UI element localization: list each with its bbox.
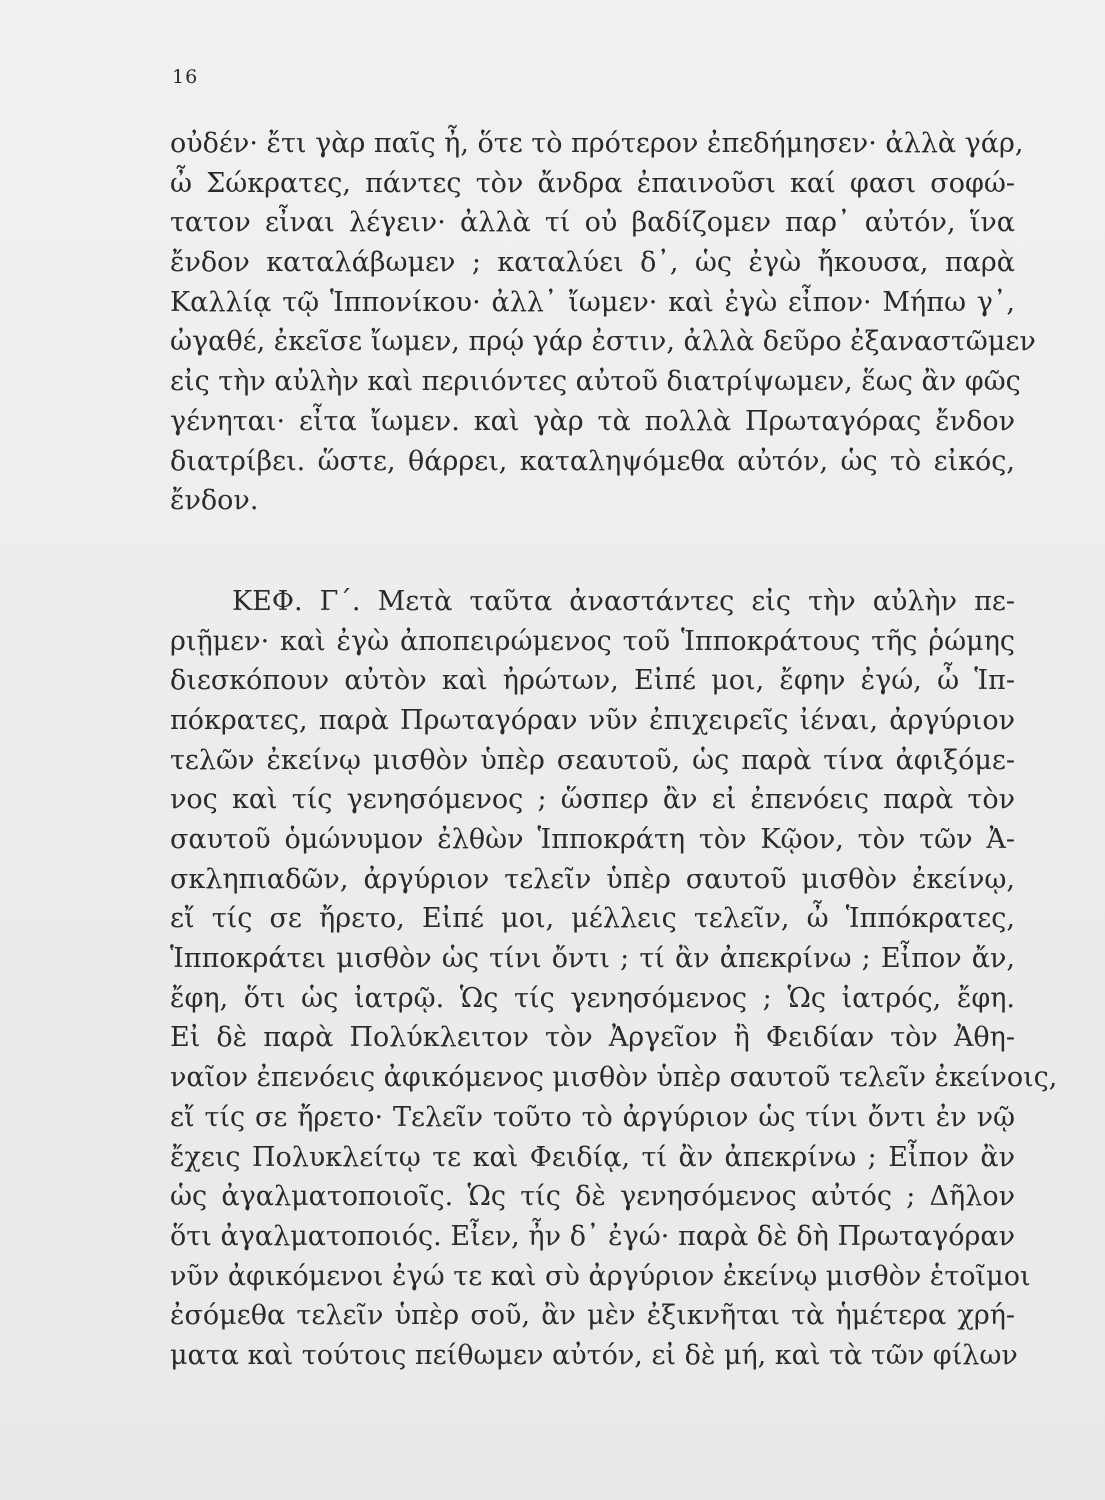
text-line: τατον εἶναι λέγειν· ἀλλὰ τί οὐ βαδίζομεν παρ᾽ αὐτόν, ἵνα — [170, 207, 1015, 239]
text-line: ὠγαθέ, ἐκεῖσε ἴωμεν, πρῴ γάρ ἐστιν, ἀλλὰ δεῦρο ἐξαναστῶμεν — [170, 326, 1036, 358]
text-line: εἴ τίς σε ἤρετο, Εἰπέ μοι, μέλλεις τελεῖν, ὦ Ἱππόκρατες, — [170, 903, 1015, 935]
text-line: εἰς τὴν αὐλὴν καὶ περιιόντες αὐτοῦ διατρίψωμεν, ἕως ἂν φῶς — [170, 366, 1021, 398]
text-line: ὡς ἀγαλματοποιοῖς. Ὡς τίς δὲ γενησόμενος αὐτός ; Δῆλον — [170, 1181, 1015, 1213]
text-line: σαυτοῦ ὁμώνυμον ἐλθὼν Ἱπποκράτη τὸν Κῷον, τὸν τῶν Ἀ- — [170, 824, 1015, 855]
paragraph — [170, 582, 1058, 1376]
text-line: γένηται· εἶτα ἴωμεν. καὶ γὰρ τὰ πολλὰ Πρωταγόρας ἔνδον — [170, 405, 1015, 437]
text-line: διατρίβει. ὥστε, θάρρει, καταληψόμεθα αὐτόν, ὡς τὸ εἰκός, — [170, 445, 1015, 477]
text-line: ριῇμεν· καὶ ἐγὼ ἀποπειρώμενος τοῦ Ἱπποκράτους τῆς ῥώμης — [170, 625, 1015, 657]
text-line: ἔνδον καταλάβωμεν ; καταλύει δ᾽, ὡς ἐγὼ ἤκουσα, παρὰ — [170, 247, 1015, 279]
text-line: ματα καὶ τούτοις πείθωμεν αὐτόν, εἰ δὲ μή, καὶ τὰ τῶν φίλων — [170, 1339, 1018, 1371]
text-line: οὐδέν· ἔτι γὰρ παῖς ἦ, ὅτε τὸ πρότερον ἐπεδήμησεν· ἀλλὰ γάρ, — [170, 128, 1024, 159]
text-line: Ἱπποκράτει μισθὸν ὡς τίνι ὄντι ; τί ἂν ἀπεκρίνω ; Εἶπον ἄν, — [170, 943, 1015, 975]
text-line: σκληπιαδῶν, ἀργύριον τελεῖν ὑπὲρ σαυτοῦ μισθὸν ἐκείνῳ, — [170, 863, 1015, 895]
text-line: ἔνδον. — [170, 485, 259, 517]
text-line: ὦ Σώκρατες, πάντες τὸν ἄνδρα ἐπαινοῦσι καί φασι σοφώ- — [170, 167, 1015, 199]
chapter-heading-line: ΚΕΦ. Γ΄. Μετὰ ταῦτα ἀναστάντες εἰς τὴν αὐλὴν πε- — [232, 585, 1015, 617]
text-line: Εἰ δὲ παρὰ Πολύκλειτον τὸν Ἀργεῖον ἢ Φειδίαν τὸν Ἀθη- — [170, 1022, 1015, 1054]
text-line: ναῖον ἐπενόεις ἀφικόμενος μισθὸν ὑπὲρ σαυτοῦ τελεῖν ἐκείνοις, — [170, 1062, 1058, 1094]
text-line: διεσκόπουν αὐτὸν καὶ ἠρώτων, Εἰπέ μοι, ἔφην ἐγώ, ὦ Ἱπ- — [170, 665, 1015, 697]
page-number: 16 — [172, 66, 199, 88]
text-line: ὅτι ἀγαλματοποιός. Εἶεν, ἦν δ᾽ ἐγώ· παρὰ δὲ δὴ Πρωταγόραν — [170, 1220, 1015, 1252]
text-block — [170, 124, 1058, 1376]
text-line: τελῶν ἐκείνῳ μισθὸν ὑπὲρ σεαυτοῦ, ὡς παρὰ τίνα ἀφιξόμε- — [170, 744, 1015, 776]
text-line: νῦν ἀφικόμενοι ἐγώ τε καὶ σὺ ἀργύριον ἐκείνῳ μισθὸν ἑτοῖμοι — [170, 1260, 1031, 1292]
text-line: Καλλίᾳ τῷ Ἱππονίκου· ἀλλ᾽ ἴωμεν· καὶ ἐγὼ εἶπον· Μήπω γ᾽, — [170, 286, 1015, 318]
text-line: ἔφη, ὅτι ὡς ἰατρῷ. Ὡς τίς γενησόμενος ; Ὡς ἰατρός, ἔφη. — [170, 982, 1015, 1014]
text-line: ἔχεις Πολυκλείτῳ τε καὶ Φειδίᾳ, τί ἂν ἀπεκρίνω ; Εἶπον ἂν — [170, 1141, 1015, 1173]
text-line: νος καὶ τίς γενησόμενος ; ὥσπερ ἂν εἰ ἐπενόεις παρὰ τὸν — [170, 784, 1015, 816]
paragraph — [170, 124, 1036, 521]
text-line: εἴ τίς σε ἤρετο· Τελεῖν τοῦτο τὸ ἀργύριον ὡς τίνι ὄντι ἐν νῷ — [170, 1101, 1015, 1133]
text-line: ἐσόμεθα τελεῖν ὑπὲρ σοῦ, ἂν μὲν ἐξικνῆται τὰ ἡμέτερα χρή- — [170, 1300, 1015, 1332]
text-line: πόκρατες, παρὰ Πρωταγόραν νῦν ἐπιχειρεῖς ἰέναι, ἀργύριον — [170, 704, 1015, 736]
paragraph-gap — [170, 521, 1015, 582]
